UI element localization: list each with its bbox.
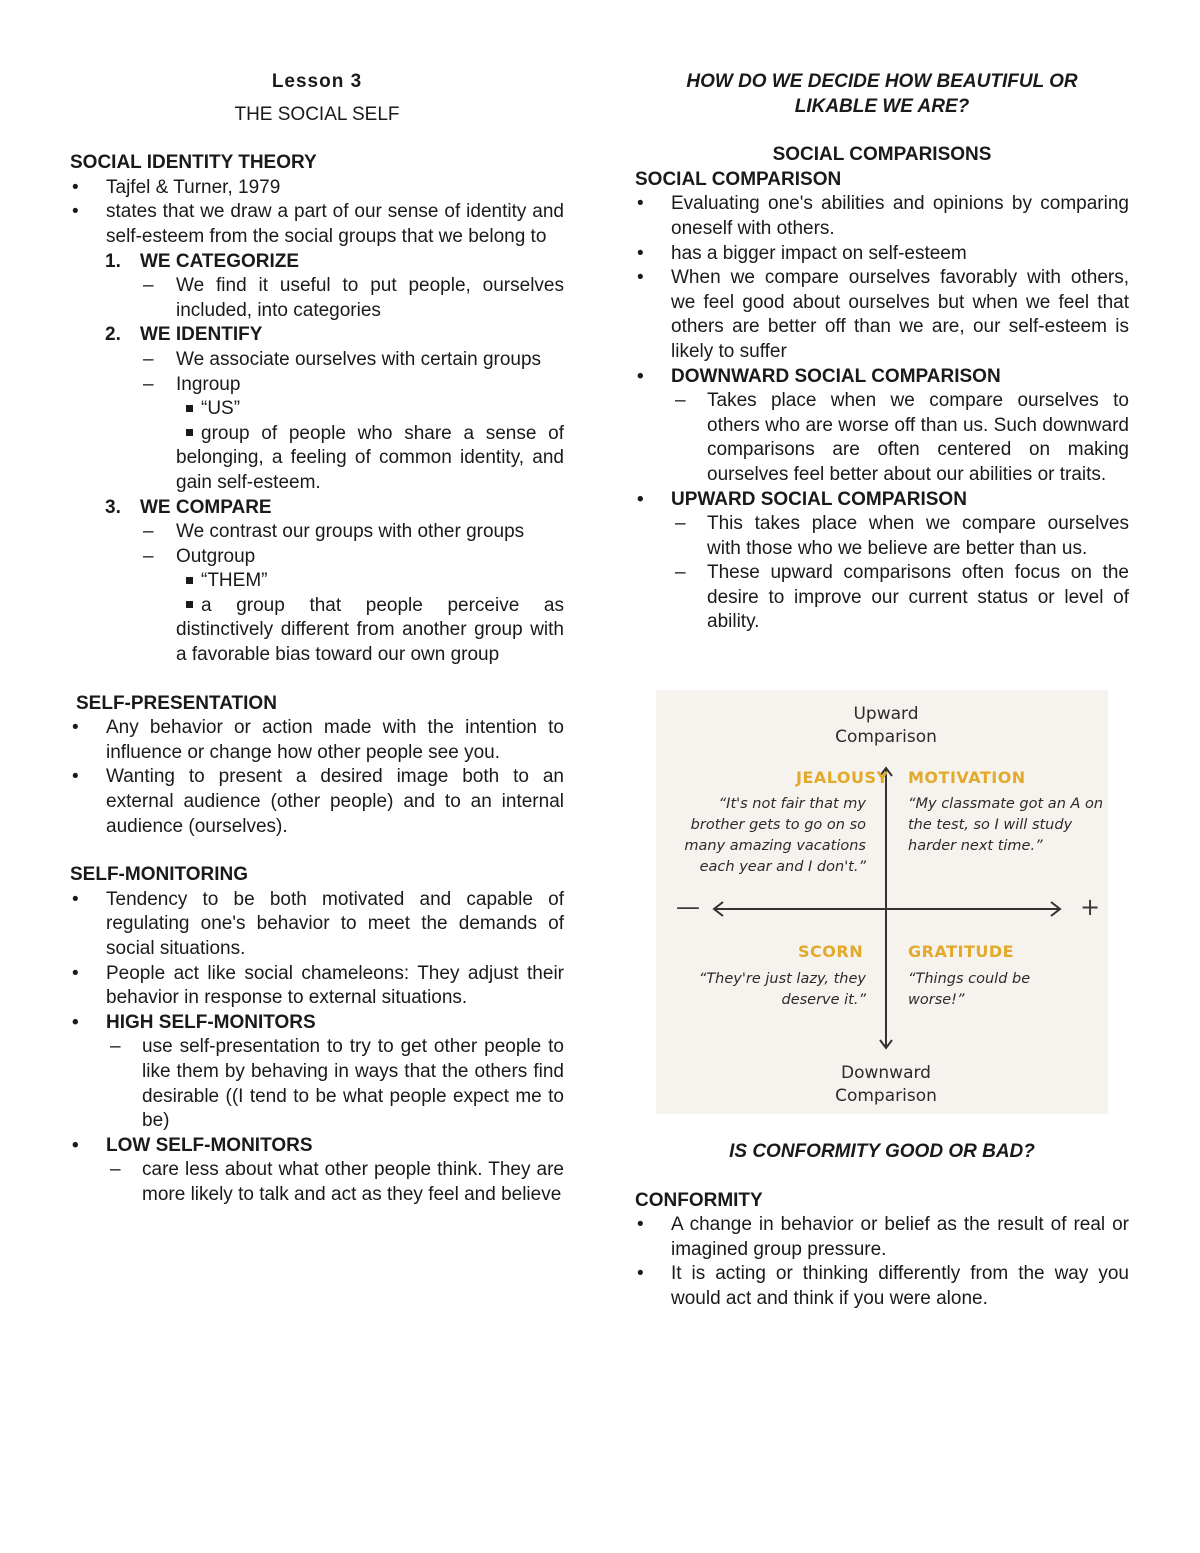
quadrant-heading: SCORN [798,942,864,961]
square-bullet-icon [186,405,193,412]
social-identity-heading: SOCIAL IDENTITY THEORY [70,152,317,174]
minus-sign: — [676,893,700,921]
left-column [70,70,564,1208]
downward-comparison-label: Downward Comparison [835,1063,937,1106]
sub-item: – We associate ourselves with certain groups [70,348,564,373]
quadrant-heading: GRATITUDE [908,942,1015,961]
item-label: WE CATEGORIZE [140,250,300,272]
square-bullet-icon [186,601,193,608]
quadrant-quote: “It's not fair that my brother gets to go on so many amazing vacations each year and I don't.” [684,796,866,875]
list-item: • Wanting to present a desired image both to an external audience (other people) and to an internal audience (ourselves). [70,765,564,839]
list-item: • UPWARD SOCIAL COMPARISON [635,488,1129,513]
numbered-item [70,323,564,348]
item-label: WE COMPARE [140,496,272,518]
plus-sign: + [1080,893,1101,921]
sub-item: – We contrast our groups with other groups [70,520,564,545]
square-item [70,397,564,422]
sub-item: – This takes place when we compare ourselves with those who we believe are better than us. [635,512,1129,561]
sub-item: – Takes place when we compare ourselves to others who are worse off than us. Such downward comparisons are often centered on making ourselves feel better about our abilities or traits. [635,389,1129,487]
sub-item: – Ingroup [70,373,564,398]
list-item: • People act like social chameleons: They adjust their behavior in response to external situations. [70,962,564,1011]
right-column [635,70,1129,635]
item-label: WE IDENTIFY [140,324,263,346]
square-item-text: group of people who share a sense of belonging, a feeling of common identity, and gain self-esteem. [176,422,564,493]
conformity-heading: CONFORMITY [635,1189,763,1211]
quadrant-heading: JEALOUSY [796,768,889,787]
quadrant-quote: “They're just lazy, they deserve it.” [698,971,866,1008]
list-item: • Tendency to be both motivated and capable of regulating one's behavior to meet the demands of social situations. [70,888,564,962]
social-comparison-heading: SOCIAL COMPARISON [635,168,842,190]
square-item-text: “THEM” [201,570,268,592]
numbered-item [70,250,564,275]
self-presentation-heading: SELF-PRESENTATION [76,692,277,714]
list-item: • has a bigger impact on self-esteem [635,242,1129,267]
upward-comparison-label: Upward Comparison [835,704,937,747]
item-number: 3. [105,496,121,518]
sub-item: – care less about what other people think. They are more likely to talk and act as they feel and believe [70,1158,564,1207]
list-item: • states that we draw a part of our sense of identity and self-esteem from the social groups that we belong to [70,200,564,249]
list-item: • DOWNWARD SOCIAL COMPARISON [635,365,1129,390]
numbered-item [70,496,564,521]
diagram-axes [656,690,1108,1114]
question-heading: HOW DO WE DECIDE HOW BEAUTIFUL OR LIKABLE WE ARE? [686,71,1078,117]
list-item: • When we compare ourselves favorably with others, we feel good about ourselves but when we feel that others are better off than we are, our self-esteem is likely to suffer [635,266,1129,364]
square-item-text: a group that people perceive as distinctively different from another group with a favorable bias toward our own group [176,594,564,666]
list-item: • Evaluating one's abilities and opinions by comparing oneself with others. [635,192,1129,241]
right-column-lower [635,1140,1129,1312]
sub-item: – These upward comparisons often focus on the desire to improve our current status or level of ability. [635,561,1129,635]
item-number: 1. [105,250,121,272]
list-item: • HIGH SELF-MONITORS [70,1011,564,1036]
list-item: • LOW SELF-MONITORS [70,1134,564,1159]
quadrant-heading: MOTIVATION [908,768,1026,787]
list-item: • Any behavior or action made with the intention to influence or change how other people see you. [70,716,564,765]
square-item [70,594,564,668]
square-item [70,569,564,594]
page-title: THE SOCIAL SELF [234,103,400,125]
lesson-number: Lesson 3 [271,71,363,92]
list-item: • Tajfel & Turner, 1979 [70,176,564,201]
square-bullet-icon [186,577,193,584]
square-item-text: “US” [201,398,241,420]
square-item [70,422,564,496]
quadrant-quote: “Things could be worse!” [908,971,1031,1008]
item-number: 2. [105,324,121,346]
sub-item: – We find it useful to put people, ourselves included, into categories [70,274,564,323]
list-item: • A change in behavior or belief as the result of real or imagined group pressure. [635,1213,1129,1262]
square-bullet-icon [186,429,193,436]
question-heading: IS CONFORMITY GOOD OR BAD? [729,1141,1035,1162]
list-item: • It is acting or thinking differently from the way you would act and think if you were alone. [635,1262,1129,1311]
quadrant-quote: “My classmate got an A on the test, so I will study harder next time.” [908,796,1104,854]
sub-item: – use self-presentation to try to get other people to like them by behaving in ways that the others find desirable ((I tend to be what people expect me to be) [70,1035,564,1133]
self-monitoring-heading: SELF-MONITORING [70,864,249,886]
section-title: SOCIAL COMPARISONS [772,144,992,166]
sub-item: – Outgroup [70,545,564,570]
comparison-diagram [656,690,1108,1114]
